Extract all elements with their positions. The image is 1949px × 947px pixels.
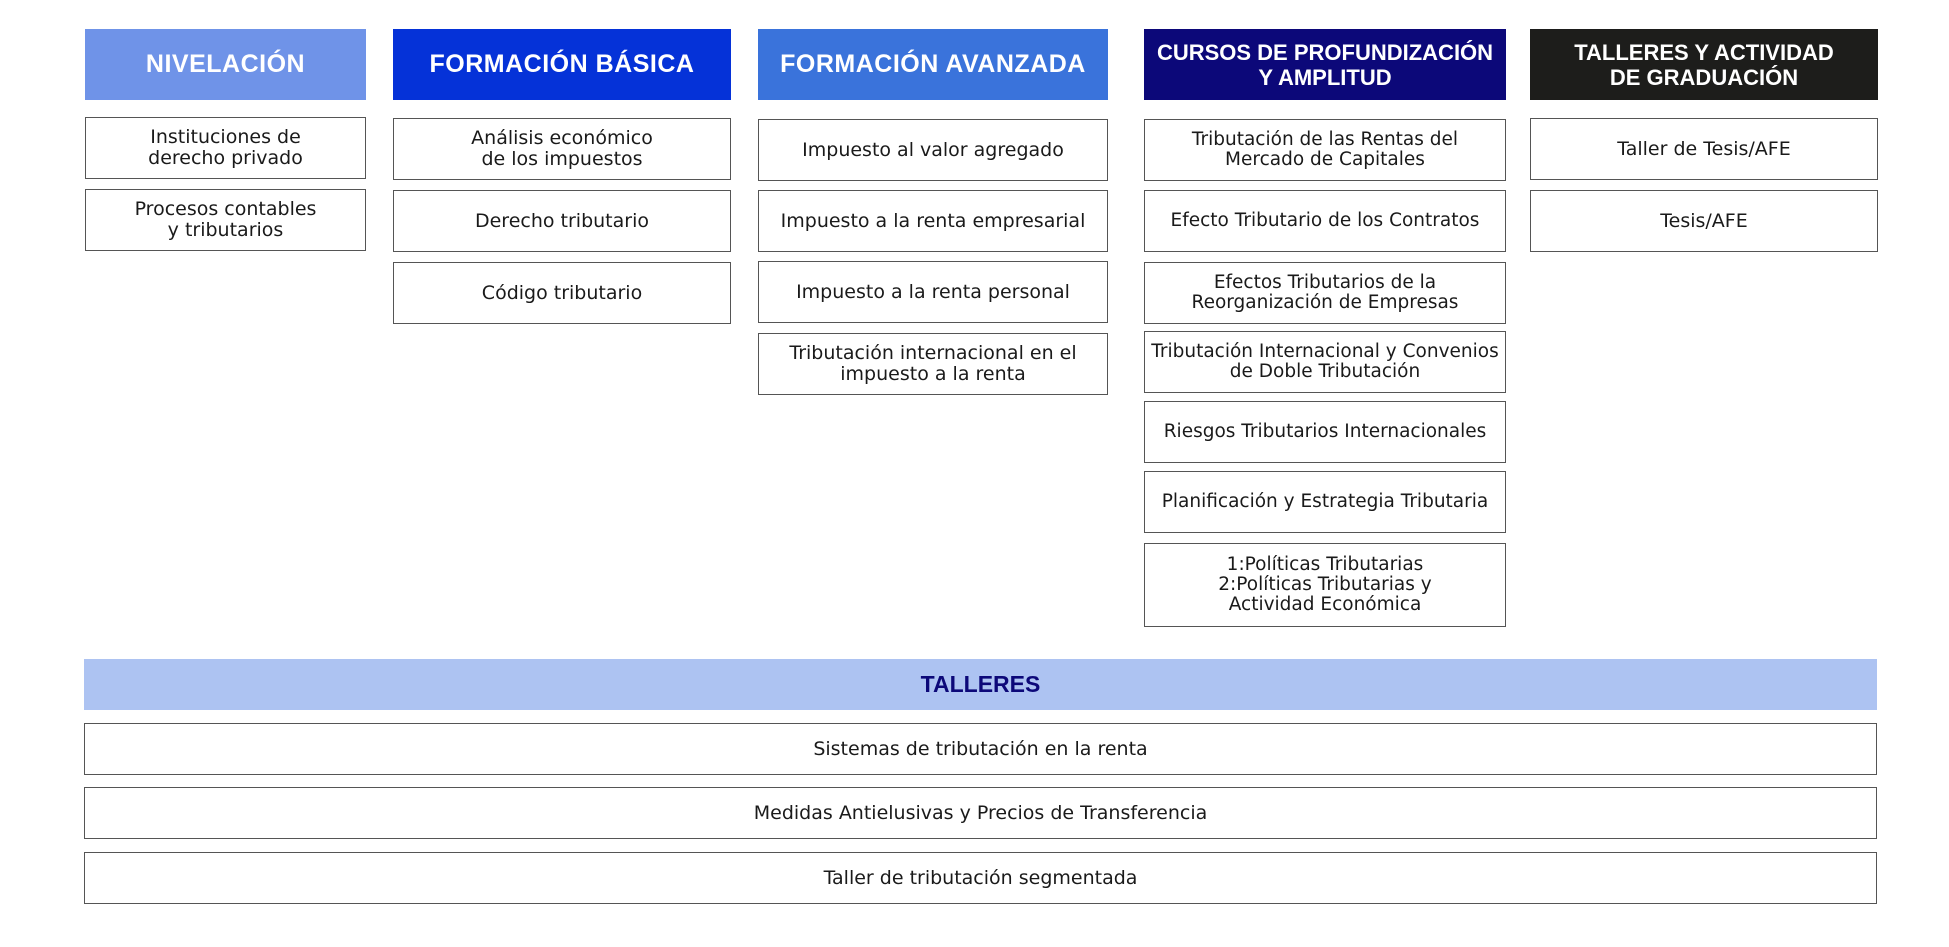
course-box: Instituciones de derecho privado <box>85 117 366 179</box>
column-graduacion <box>1530 29 1878 100</box>
talleres-header: TALLERES <box>84 659 1877 710</box>
course-box: Taller de Tesis/AFE <box>1530 118 1878 180</box>
profundizacion-header: CURSOS DE PROFUNDIZACIÓN Y AMPLITUD <box>1144 29 1506 100</box>
formacion-basica-header: FORMACIÓN BÁSICA <box>393 29 731 100</box>
course-box: Procesos contables y tributarios <box>85 189 366 251</box>
column-formacion-basica <box>393 29 731 100</box>
course-box: Derecho tributario <box>393 190 731 252</box>
column-profundizacion <box>1144 29 1506 100</box>
course-box: Efectos Tributarios de la Reorganización de Empresas <box>1144 262 1506 324</box>
course-box: Impuesto a la renta empresarial <box>758 190 1108 252</box>
course-box: Tributación Internacional y Convenios de Doble Tributación <box>1144 331 1506 393</box>
column-formacion-avanzada <box>758 29 1108 100</box>
course-box: Impuesto al valor agregado <box>758 119 1108 181</box>
nivelacion-header: NIVELACIÓN <box>85 29 366 100</box>
taller-row: Sistemas de tributación en la renta <box>84 723 1877 775</box>
course-box: Código tributario <box>393 262 731 324</box>
taller-row: Medidas Antielusivas y Precios de Transferencia <box>84 787 1877 839</box>
course-box: Tributación internacional en el impuesto a la renta <box>758 333 1108 395</box>
column-nivelacion <box>85 29 366 100</box>
course-box: Tesis/AFE <box>1530 190 1878 252</box>
course-box: Planificación y Estrategia Tributaria <box>1144 471 1506 533</box>
course-box: Efecto Tributario de los Contratos <box>1144 190 1506 252</box>
formacion-avanzada-header: FORMACIÓN AVANZADA <box>758 29 1108 100</box>
course-box: Tributación de las Rentas del Mercado de Capitales <box>1144 119 1506 181</box>
course-box: Impuesto a la renta personal <box>758 261 1108 323</box>
course-box: Riesgos Tributarios Internacionales <box>1144 401 1506 463</box>
graduacion-header: TALLERES Y ACTIVIDAD DE GRADUACIÓN <box>1530 29 1878 100</box>
course-box: 1:Políticas Tributarias 2:Políticas Tributarias y Actividad Económica <box>1144 543 1506 627</box>
course-box: Análisis económico de los impuestos <box>393 118 731 180</box>
taller-row: Taller de tributación segmentada <box>84 852 1877 904</box>
